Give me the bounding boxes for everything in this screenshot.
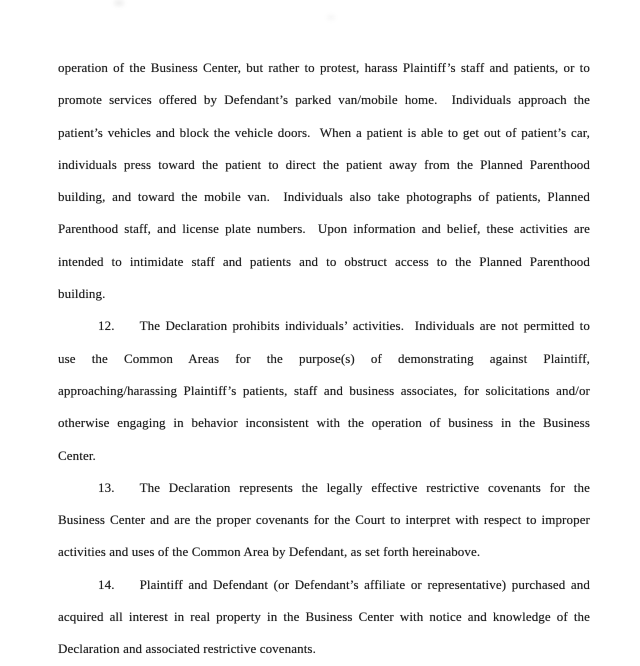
text-line: approaching/harassing Plaintiff’s patients, staff and business associates, for solicitations and/or (58, 382, 590, 398)
scan-artifact (114, 0, 124, 6)
paragraph-text: Plaintiff and Defendant (or Defendant’s affiliate or representative) purchased and (139, 576, 590, 592)
text-line: acquired all interest in real property in the Business Center with notice and knowledge of the (58, 609, 590, 625)
document-text-block (58, 52, 590, 666)
paragraph-13-start-line (58, 472, 590, 504)
paragraph-text: The Declaration represents the legally effective restrictive covenants for the (139, 479, 590, 495)
text-line: intended to intimidate staff and patients and to obstruct access to the Planned Parenthood (58, 253, 590, 269)
text-line: Declaration and associated restrictive covenants. (58, 641, 316, 657)
paragraph-number: 12. (98, 318, 115, 334)
text-line: patient’s vehicles and block the vehicle doors. When a patient is able to get out of patient’s car, (58, 124, 590, 140)
text-line: otherwise engaging in behavior inconsistent with the operation of business in the Business (58, 415, 590, 431)
paragraph-12-start-line (58, 310, 590, 342)
text-line: building. (58, 286, 106, 302)
text-line: Parenthood staff, and license plate numbers. Upon information and belief, these activities are (58, 221, 590, 237)
text-line: Center. (58, 447, 96, 463)
text-line: individuals press toward the patient to direct the patient away from the Planned Parenthood (58, 156, 590, 172)
text-line: use the Common Areas for the purpose(s) of demonstrating against Plaintiff, (58, 350, 590, 366)
text-line: operation of the Business Center, but rather to protest, harass Plaintiff’s staff and patients, or to (58, 60, 590, 75)
paragraph-14-start-line (58, 569, 590, 601)
paragraph-number: 13. (98, 479, 115, 495)
text-line: promote services offered by Defendant’s parked van/mobile home. Individuals approach the (58, 92, 590, 108)
scan-artifact (327, 15, 335, 20)
text-line: activities and uses of the Common Area by Defendant, as set forth hereinabove. (58, 544, 481, 560)
paragraph-number: 14. (98, 576, 115, 592)
paragraph-text: The Declaration prohibits individuals’ activities. Individuals are not permitted to (139, 318, 590, 334)
text-line: building, and toward the mobile van. Individuals also take photographs of patients, Planned (58, 189, 590, 205)
text-line: Business Center and are the proper covenants for the Court to interpret with respect to improper (58, 512, 590, 528)
